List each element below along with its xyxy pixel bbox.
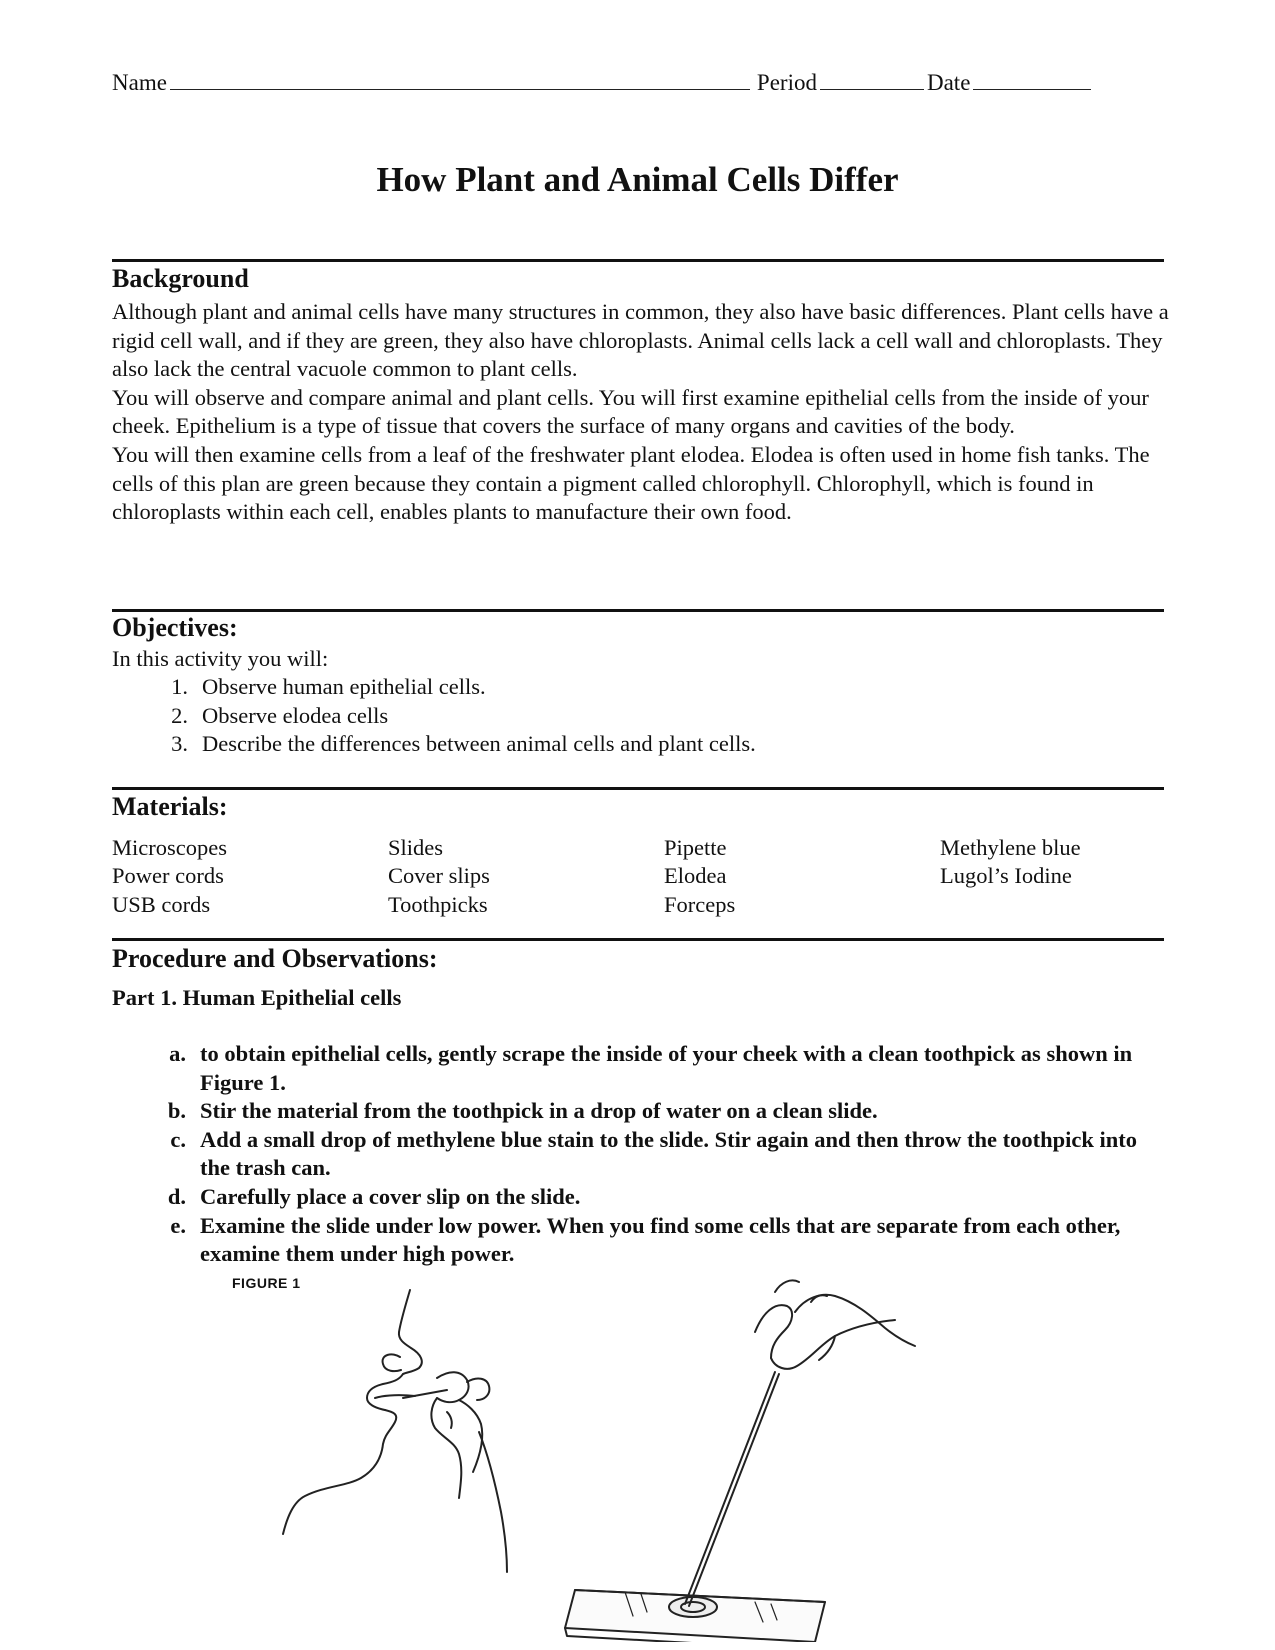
- figure-label: FIGURE 1: [232, 1275, 301, 1291]
- material-item: Power cords: [112, 863, 224, 889]
- period-field[interactable]: [820, 71, 924, 90]
- date-label: Date: [926, 70, 971, 95]
- objectives-intro: In this activity you will:: [112, 646, 329, 671]
- list-number: 1.: [171, 674, 188, 699]
- material-item: Lugol’s Iodine: [940, 863, 1072, 889]
- period-label: Period: [756, 70, 817, 95]
- step-text: Examine the slide under low power. When you find some cells that are separate from each other, examine them under high power.: [200, 1212, 1121, 1267]
- materials-column: [664, 834, 735, 919]
- materials-column: [112, 834, 227, 919]
- name-field[interactable]: [170, 71, 750, 90]
- step-letter: e.: [170, 1212, 186, 1238]
- list-item: [112, 1212, 1172, 1269]
- background-text: [112, 298, 1172, 527]
- materials-column: [388, 834, 490, 919]
- name-label: Name: [112, 70, 167, 95]
- list-item: [112, 1126, 1172, 1183]
- step-letter: a.: [169, 1041, 186, 1066]
- step-letter: b.: [167, 1098, 186, 1124]
- background-paragraph: You will observe and compare animal and plant cells. You will first examine epithelial cells from the inside of your cheek. Epithelium is a type of tissue that covers the surface of many organs and cavities of the body.: [112, 384, 1149, 439]
- material-item: Toothpicks: [388, 891, 488, 917]
- objectives-list: [112, 673, 756, 759]
- part-title: Part 1. Human Epithelial cells: [112, 985, 402, 1010]
- list-item: [112, 1040, 1172, 1097]
- step-letter: d.: [167, 1183, 186, 1209]
- list-item: [112, 673, 756, 702]
- page-title: How Plant and Animal Cells Differ: [376, 160, 899, 199]
- header-fields: [112, 70, 1160, 96]
- figure-illustration: [215, 1272, 965, 1642]
- date-field[interactable]: [973, 71, 1091, 90]
- materials-column: [940, 834, 1081, 891]
- section-divider: [112, 938, 1164, 941]
- materials-heading: Materials:: [112, 792, 228, 821]
- material-item: Elodea: [664, 863, 727, 889]
- material-item: Microscopes: [112, 835, 227, 860]
- section-divider: [112, 787, 1164, 790]
- material-item: USB cords: [112, 891, 211, 917]
- material-item: Forceps: [664, 891, 736, 917]
- material-item: Methylene blue: [940, 835, 1081, 860]
- step-letter: c.: [170, 1126, 186, 1152]
- list-text: Observe human epithelial cells.: [202, 674, 486, 699]
- procedure-steps: [112, 1040, 1172, 1269]
- list-text: Observe elodea cells: [202, 702, 389, 728]
- face-profile-drawing: [283, 1290, 507, 1572]
- slide-stirring-drawing: [565, 1280, 915, 1642]
- step-text: Add a small drop of methylene blue stain to the slide. Stir again and then throw the toothpick into the trash can.: [200, 1126, 1137, 1181]
- list-item: [112, 1097, 1172, 1126]
- list-item: [112, 702, 756, 731]
- step-text: Stir the material from the toothpick in a drop of water on a clean slide.: [200, 1098, 878, 1124]
- step-text: to obtain epithelial cells, gently scrape the inside of your cheek with a clean toothpick as shown in Figure 1.: [200, 1041, 1133, 1095]
- step-text: Carefully place a cover slip on the slide.: [200, 1183, 581, 1209]
- list-number: 3.: [171, 731, 188, 757]
- objectives-heading: Objectives:: [112, 613, 238, 642]
- material-item: Pipette: [664, 835, 727, 860]
- background-paragraph: Although plant and animal cells have many structures in common, they also have basic differences. Plant cells have a rigid cell wall, and if they are green, they also have chloroplasts. Animal cells lack a cell wall and chloroplasts. They also lack the central vacuole common to plant cells.: [112, 299, 1169, 382]
- list-item: [112, 1183, 1172, 1212]
- background-paragraph: You will then examine cells from a leaf of the freshwater plant elodea. Elodea is often used in home fish tanks. The cells of this plan are green because they contain a pigment called chlorophyll. Chlorophyll, which is found in chloroplasts within each cell, enables plants to manufacture their own food.: [112, 441, 1150, 525]
- section-divider: [112, 609, 1164, 612]
- list-number: 2.: [171, 702, 188, 728]
- list-text: Describe the differences between animal cells and plant cells.: [202, 731, 756, 757]
- material-item: Slides: [388, 835, 444, 860]
- section-divider: [112, 259, 1164, 262]
- procedure-heading: Procedure and Observations:: [112, 944, 438, 973]
- background-heading: Background: [112, 264, 249, 293]
- list-item: [112, 730, 756, 759]
- material-item: Cover slips: [388, 863, 490, 889]
